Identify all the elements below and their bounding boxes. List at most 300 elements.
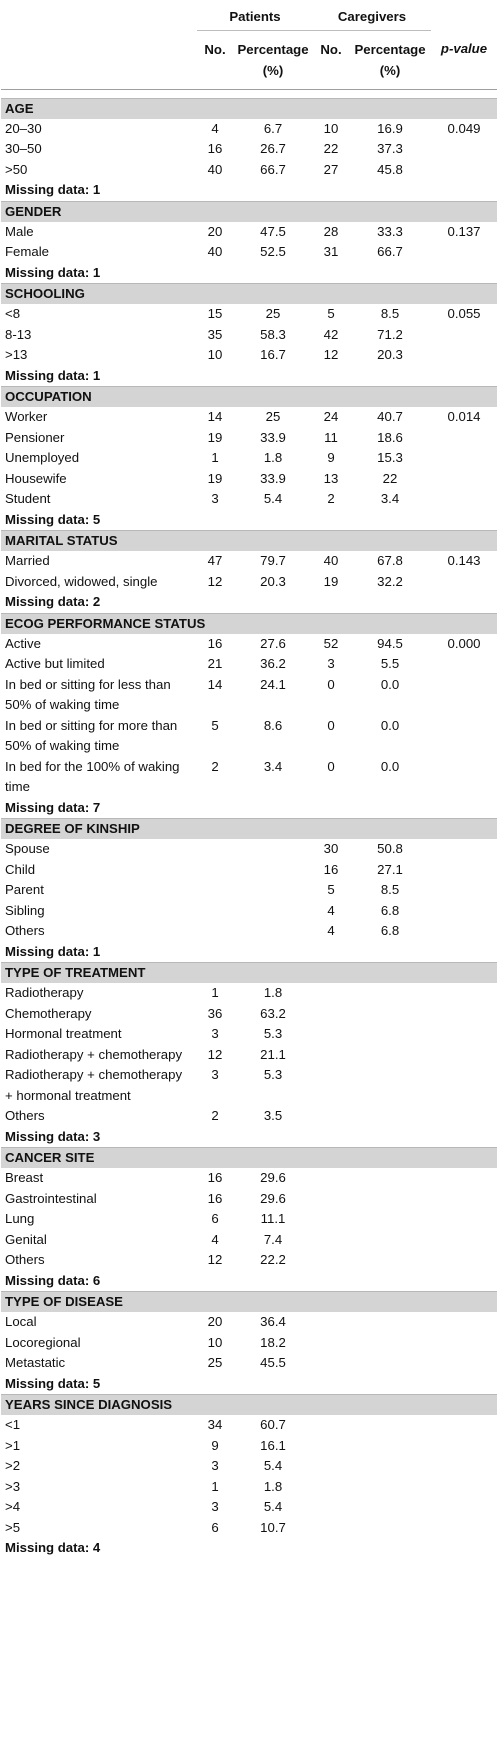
caregivers-percentage bbox=[349, 1456, 431, 1477]
patients-no bbox=[197, 901, 233, 922]
caregivers-percentage: 8.5 bbox=[380, 306, 400, 321]
patients-percentage bbox=[233, 901, 313, 922]
caregivers-no: 0 bbox=[327, 676, 335, 692]
patients-percentage-header: Percentage (%) bbox=[233, 30, 313, 89]
patients-percentage: 5.3 bbox=[263, 1067, 283, 1082]
patients-no: 6 bbox=[211, 1211, 219, 1226]
section-title: SCHOOLING bbox=[1, 284, 497, 305]
row-label: Radiotherapy + chemotherapy bbox=[5, 1046, 183, 1062]
caregivers-percentage: 33.3 bbox=[377, 223, 403, 239]
caregivers-no: 22 bbox=[323, 141, 339, 156]
p-value bbox=[431, 1024, 497, 1045]
patients-percentage: 47.5 bbox=[260, 223, 286, 239]
p-value bbox=[431, 1477, 497, 1498]
caregivers-no bbox=[313, 1477, 349, 1498]
p-value: 0.143 bbox=[447, 553, 481, 568]
caregivers-percentage bbox=[349, 1250, 431, 1271]
table-row bbox=[1, 448, 497, 469]
row-label: Others bbox=[5, 1108, 45, 1123]
row-label: Local bbox=[5, 1314, 37, 1329]
table-row bbox=[1, 345, 497, 366]
caregivers-percentage bbox=[349, 1209, 431, 1230]
missing-data-row bbox=[1, 592, 497, 613]
row-label: >13 bbox=[5, 347, 28, 362]
patients-no: 14 bbox=[207, 676, 223, 692]
caregivers-percentage: 8.5 bbox=[380, 882, 400, 897]
row-label: >1 bbox=[5, 1437, 21, 1453]
table-row bbox=[1, 1209, 497, 1230]
caregivers-percentage: 15.3 bbox=[377, 450, 403, 465]
section-header bbox=[1, 1395, 497, 1416]
patients-no: 2 bbox=[211, 1108, 219, 1123]
row-label: Metastatic bbox=[5, 1355, 66, 1370]
section-header bbox=[1, 284, 497, 305]
caregivers-no: 31 bbox=[323, 244, 339, 259]
patients-header: Patients bbox=[197, 0, 313, 30]
patients-no: 12 bbox=[207, 1252, 223, 1267]
row-label: Breast bbox=[5, 1170, 44, 1185]
caregivers-no bbox=[313, 1230, 349, 1251]
patients-percentage: 36.2 bbox=[260, 656, 286, 671]
p-value: 0.137 bbox=[447, 223, 481, 239]
p-value bbox=[431, 572, 497, 593]
caregivers-percentage: 37.3 bbox=[377, 141, 403, 156]
missing-data-label: Missing data: 2 bbox=[5, 594, 101, 609]
row-label: <1 bbox=[5, 1417, 21, 1432]
missing-data-label: Missing data: 1 bbox=[5, 367, 101, 383]
p-value bbox=[431, 345, 497, 366]
p-value bbox=[431, 757, 497, 798]
section-title: TYPE OF DISEASE bbox=[1, 1292, 497, 1313]
row-label: Child bbox=[5, 861, 36, 877]
caregivers-no: 10 bbox=[323, 120, 339, 136]
patients-percentage: 20.3 bbox=[260, 573, 286, 589]
caregivers-no bbox=[313, 1312, 349, 1333]
table-row bbox=[1, 242, 497, 263]
row-label: Others bbox=[5, 1252, 45, 1267]
caregivers-percentage bbox=[349, 1065, 431, 1106]
header-empty bbox=[431, 0, 497, 30]
row-label: >50 bbox=[5, 161, 28, 177]
patients-no: 5 bbox=[211, 717, 219, 733]
patients-no: 20 bbox=[207, 223, 223, 239]
table-row bbox=[1, 1045, 497, 1066]
patients-percentage bbox=[233, 860, 313, 881]
p-value bbox=[431, 1250, 497, 1271]
patients-no: 10 bbox=[207, 347, 223, 362]
caregivers-percentage bbox=[349, 1189, 431, 1210]
table-header bbox=[1, 0, 497, 98]
patients-no: 25 bbox=[207, 1355, 223, 1370]
caregivers-no bbox=[313, 1353, 349, 1374]
row-label: In bed or sitting for more than 50% of waking time bbox=[5, 717, 178, 753]
row-label: Female bbox=[5, 244, 49, 259]
caregivers-no bbox=[313, 1250, 349, 1271]
table-row bbox=[1, 572, 497, 593]
section-title: DEGREE OF KINSHIP bbox=[1, 819, 497, 840]
caregivers-no: 0 bbox=[327, 717, 335, 733]
missing-data-row bbox=[1, 1271, 497, 1292]
patients-percentage: 58.3 bbox=[260, 326, 286, 342]
patients-no: 16 bbox=[207, 1190, 223, 1206]
caregivers-percentage bbox=[349, 1518, 431, 1539]
row-label: >4 bbox=[5, 1499, 21, 1514]
patients-percentage: 29.6 bbox=[260, 1170, 286, 1185]
patients-no: 16 bbox=[207, 635, 223, 651]
table-row bbox=[1, 983, 497, 1004]
patients-percentage: 25 bbox=[265, 306, 281, 321]
caregivers-percentage: 50.8 bbox=[377, 841, 403, 856]
caregivers-percentage: 0.0 bbox=[380, 758, 400, 774]
caregivers-no bbox=[313, 1497, 349, 1518]
caregivers-percentage: 18.6 bbox=[377, 429, 403, 445]
caregivers-percentage bbox=[349, 1497, 431, 1518]
patients-no: 15 bbox=[207, 306, 223, 321]
p-value bbox=[431, 901, 497, 922]
caregivers-percentage bbox=[349, 1004, 431, 1025]
caregivers-percentage: 0.0 bbox=[380, 717, 400, 733]
caregivers-no: 27 bbox=[323, 161, 339, 177]
patients-no: 12 bbox=[207, 1046, 223, 1062]
patients-no bbox=[197, 860, 233, 881]
patients-percentage: 63.2 bbox=[260, 1005, 286, 1021]
caregivers-no-header: No. bbox=[313, 30, 349, 89]
caregivers-no bbox=[313, 1333, 349, 1354]
caregivers-no: 2 bbox=[327, 491, 335, 506]
missing-data-row bbox=[1, 1374, 497, 1395]
table-row bbox=[1, 716, 497, 757]
caregivers-percentage: 40.7 bbox=[377, 409, 403, 424]
caregivers-no bbox=[313, 1456, 349, 1477]
table-row bbox=[1, 428, 497, 449]
section-header bbox=[1, 613, 497, 634]
missing-data-label: Missing data: 1 bbox=[5, 943, 101, 959]
p-value: 0.000 bbox=[447, 635, 481, 651]
p-value bbox=[431, 1189, 497, 1210]
patients-percentage: 22.2 bbox=[260, 1252, 286, 1267]
p-value bbox=[431, 1415, 497, 1436]
patients-no: 19 bbox=[207, 429, 223, 445]
patients-no: 36 bbox=[207, 1005, 223, 1021]
caregivers-percentage bbox=[349, 1436, 431, 1457]
patients-percentage bbox=[233, 880, 313, 901]
patients-no: 4 bbox=[211, 1231, 219, 1247]
p-value bbox=[431, 1456, 497, 1477]
table-row bbox=[1, 139, 497, 160]
demographics-table bbox=[1, 0, 497, 1559]
table-row bbox=[1, 654, 497, 675]
caregivers-no: 28 bbox=[323, 223, 339, 239]
section-title: GENDER bbox=[1, 201, 497, 222]
caregivers-percentage: 5.5 bbox=[380, 656, 400, 671]
p-value bbox=[431, 716, 497, 757]
missing-data-label: Missing data: 1 bbox=[5, 182, 101, 197]
caregivers-percentage: 32.2 bbox=[377, 573, 403, 589]
p-value bbox=[431, 1353, 497, 1374]
caregivers-percentage: 3.4 bbox=[380, 491, 400, 506]
table-row bbox=[1, 901, 497, 922]
table-row bbox=[1, 325, 497, 346]
table-row bbox=[1, 407, 497, 428]
patients-no: 19 bbox=[207, 470, 223, 486]
row-label: Hormonal treatment bbox=[5, 1026, 122, 1041]
p-value bbox=[431, 139, 497, 160]
patients-percentage: 3.4 bbox=[263, 758, 283, 774]
patients-percentage: 16.7 bbox=[260, 347, 286, 362]
missing-data-label: Missing data: 3 bbox=[5, 1128, 101, 1144]
p-value bbox=[431, 1106, 497, 1127]
missing-data-label: Missing data: 5 bbox=[5, 511, 101, 527]
patients-percentage: 24.1 bbox=[260, 676, 286, 692]
patients-no: 34 bbox=[207, 1417, 223, 1432]
row-label: 30–50 bbox=[5, 141, 42, 156]
missing-data-label: Missing data: 7 bbox=[5, 799, 101, 815]
missing-data-label: Missing data: 6 bbox=[5, 1272, 101, 1288]
patients-percentage: 3.5 bbox=[263, 1108, 283, 1123]
patients-percentage: 5.4 bbox=[263, 1499, 283, 1514]
table-row bbox=[1, 1250, 497, 1271]
p-value bbox=[431, 469, 497, 490]
row-label: Active bbox=[5, 635, 41, 651]
patients-percentage bbox=[233, 839, 313, 860]
caregivers-percentage bbox=[349, 1477, 431, 1498]
row-label: In bed or sitting for less than 50% of waking time bbox=[5, 676, 171, 712]
caregivers-no: 11 bbox=[324, 429, 338, 445]
row-label: 8-13 bbox=[5, 326, 32, 342]
patients-percentage: 8.6 bbox=[263, 717, 283, 733]
caregivers-no: 52 bbox=[323, 635, 339, 651]
header-empty bbox=[1, 30, 197, 89]
caregivers-percentage bbox=[349, 1230, 431, 1251]
patients-no: 14 bbox=[207, 409, 223, 424]
table-row bbox=[1, 222, 497, 243]
patients-no: 40 bbox=[207, 161, 223, 177]
caregivers-percentage: 27.1 bbox=[377, 861, 403, 877]
missing-data-row bbox=[1, 366, 497, 387]
table-row bbox=[1, 634, 497, 655]
caregivers-percentage-header: Percentage (%) bbox=[349, 30, 431, 89]
table-row bbox=[1, 1353, 497, 1374]
p-value bbox=[431, 428, 497, 449]
patients-no: 3 bbox=[211, 1499, 219, 1514]
table-row bbox=[1, 489, 497, 510]
table-row bbox=[1, 1415, 497, 1436]
table-row bbox=[1, 1312, 497, 1333]
caregivers-percentage bbox=[349, 1415, 431, 1436]
patients-percentage: 45.5 bbox=[260, 1355, 286, 1370]
row-label: Radiotherapy bbox=[5, 985, 84, 1000]
patients-percentage: 7.4 bbox=[263, 1231, 283, 1247]
table-row bbox=[1, 1004, 497, 1025]
header-empty bbox=[1, 0, 197, 30]
row-label: >3 bbox=[5, 1478, 21, 1494]
caregivers-percentage: 6.8 bbox=[380, 923, 400, 938]
row-label: Active but limited bbox=[5, 656, 105, 671]
patients-no: 3 bbox=[211, 1026, 219, 1041]
table-row bbox=[1, 860, 497, 881]
caregivers-no: 16 bbox=[323, 861, 339, 877]
section-header bbox=[1, 531, 497, 552]
row-label: Sibling bbox=[5, 902, 45, 918]
table-row bbox=[1, 880, 497, 901]
patients-no: 20 bbox=[207, 1314, 223, 1329]
row-label: >2 bbox=[5, 1458, 21, 1473]
caregivers-percentage bbox=[349, 1045, 431, 1066]
patients-no: 35 bbox=[207, 326, 223, 342]
table-row bbox=[1, 1168, 497, 1189]
caregivers-percentage bbox=[349, 1024, 431, 1045]
patients-percentage: 21.1 bbox=[260, 1046, 286, 1062]
patients-percentage: 1.8 bbox=[263, 985, 283, 1000]
table-row bbox=[1, 675, 497, 716]
patients-no bbox=[197, 839, 233, 860]
caregivers-percentage bbox=[349, 1168, 431, 1189]
patients-no: 40 bbox=[207, 244, 223, 259]
caregivers-no: 40 bbox=[323, 553, 339, 568]
row-label: Spouse bbox=[5, 841, 50, 856]
patients-percentage: 5.4 bbox=[263, 1458, 283, 1473]
patients-percentage: 1.8 bbox=[263, 450, 283, 465]
caregivers-percentage: 94.5 bbox=[377, 635, 403, 651]
p-value bbox=[431, 1209, 497, 1230]
table-row bbox=[1, 921, 497, 942]
patients-no: 10 bbox=[207, 1334, 223, 1350]
caregivers-percentage bbox=[349, 1106, 431, 1127]
table-row bbox=[1, 839, 497, 860]
table-row bbox=[1, 1477, 497, 1498]
caregivers-no bbox=[313, 1106, 349, 1127]
p-value bbox=[431, 860, 497, 881]
patients-percentage: 27.6 bbox=[260, 635, 286, 651]
p-value bbox=[431, 1168, 497, 1189]
section-title: AGE bbox=[1, 98, 497, 119]
section-title: OCCUPATION bbox=[1, 387, 497, 408]
p-value: 0.055 bbox=[447, 306, 481, 321]
section-header bbox=[1, 819, 497, 840]
patients-percentage: 25 bbox=[265, 409, 281, 424]
caregivers-no bbox=[313, 1024, 349, 1045]
caregivers-percentage: 0.0 bbox=[380, 676, 400, 692]
p-value bbox=[431, 675, 497, 716]
caregivers-no: 4 bbox=[327, 923, 335, 938]
p-value bbox=[431, 242, 497, 263]
missing-data-label: Missing data: 1 bbox=[5, 264, 101, 280]
patients-no: 3 bbox=[211, 1458, 219, 1473]
caregivers-percentage bbox=[349, 983, 431, 1004]
caregivers-no: 24 bbox=[323, 409, 339, 424]
row-label: Genital bbox=[5, 1231, 47, 1247]
p-value: 0.049 bbox=[447, 120, 481, 136]
p-value bbox=[431, 1436, 497, 1457]
caregivers-percentage: 16.9 bbox=[377, 120, 403, 136]
missing-data-row bbox=[1, 263, 497, 284]
patients-no: 1 bbox=[211, 450, 219, 465]
patients-no bbox=[197, 921, 233, 942]
caregivers-percentage: 66.7 bbox=[377, 244, 403, 259]
p-value bbox=[431, 839, 497, 860]
patients-percentage: 79.7 bbox=[260, 553, 286, 568]
table-row bbox=[1, 304, 497, 325]
p-value bbox=[431, 983, 497, 1004]
row-label: Student bbox=[5, 491, 51, 506]
table-row bbox=[1, 1497, 497, 1518]
patients-percentage: 11.1 bbox=[260, 1211, 286, 1226]
caregivers-header: Caregivers bbox=[313, 0, 431, 30]
row-label: >5 bbox=[5, 1519, 21, 1535]
missing-data-row bbox=[1, 510, 497, 531]
patients-no: 9 bbox=[211, 1437, 219, 1453]
patients-percentage: 66.7 bbox=[260, 161, 286, 177]
table-row bbox=[1, 757, 497, 798]
row-label: Married bbox=[5, 553, 50, 568]
p-value bbox=[431, 489, 497, 510]
p-value bbox=[431, 448, 497, 469]
p-value bbox=[431, 325, 497, 346]
row-label: Gastrointestinal bbox=[5, 1190, 97, 1206]
patients-percentage: 5.3 bbox=[263, 1026, 283, 1041]
row-label: 20–30 bbox=[5, 120, 42, 136]
caregivers-percentage bbox=[349, 1353, 431, 1374]
patients-no: 2 bbox=[211, 758, 219, 774]
caregivers-percentage: 67.8 bbox=[377, 553, 403, 568]
p-value bbox=[431, 1518, 497, 1539]
table-row bbox=[1, 551, 497, 572]
section-title: TYPE OF TREATMENT bbox=[1, 963, 497, 984]
missing-data-row bbox=[1, 798, 497, 819]
patients-no: 47 bbox=[207, 553, 223, 568]
section-header bbox=[1, 1148, 497, 1169]
patients-no: 21 bbox=[207, 656, 223, 671]
missing-data-row bbox=[1, 1127, 497, 1148]
caregivers-percentage bbox=[349, 1312, 431, 1333]
missing-data-row bbox=[1, 180, 497, 201]
table-row bbox=[1, 160, 497, 181]
table-row bbox=[1, 1106, 497, 1127]
table-body bbox=[1, 98, 497, 1559]
table-row bbox=[1, 1230, 497, 1251]
p-value bbox=[431, 1004, 497, 1025]
section-header bbox=[1, 387, 497, 408]
patients-percentage: 26.7 bbox=[260, 141, 286, 156]
patients-percentage: 18.2 bbox=[260, 1334, 286, 1350]
row-label: In bed for the 100% of waking time bbox=[5, 758, 180, 794]
missing-data-label: Missing data: 5 bbox=[5, 1375, 101, 1391]
p-value bbox=[431, 1312, 497, 1333]
caregivers-no: 30 bbox=[323, 841, 339, 856]
p-value bbox=[431, 880, 497, 901]
row-label: Chemotherapy bbox=[5, 1005, 92, 1021]
table-row bbox=[1, 1436, 497, 1457]
caregivers-no: 42 bbox=[323, 326, 339, 342]
table-row bbox=[1, 1065, 497, 1106]
section-header bbox=[1, 98, 497, 119]
p-value bbox=[431, 1497, 497, 1518]
patients-percentage: 33.9 bbox=[260, 429, 286, 445]
row-label: Locoregional bbox=[5, 1334, 81, 1350]
patients-no-header: No. bbox=[197, 30, 233, 89]
patients-percentage bbox=[233, 921, 313, 942]
table-row bbox=[1, 1333, 497, 1354]
caregivers-no bbox=[313, 1415, 349, 1436]
p-value bbox=[431, 1065, 497, 1106]
row-label: Male bbox=[5, 223, 34, 239]
caregivers-no: 9 bbox=[327, 450, 335, 465]
patients-percentage: 33.9 bbox=[260, 470, 286, 486]
patients-percentage: 60.7 bbox=[260, 1417, 286, 1432]
patients-percentage: 52.5 bbox=[260, 244, 286, 259]
caregivers-no: 5 bbox=[327, 306, 335, 321]
section-title: MARITAL STATUS bbox=[1, 531, 497, 552]
